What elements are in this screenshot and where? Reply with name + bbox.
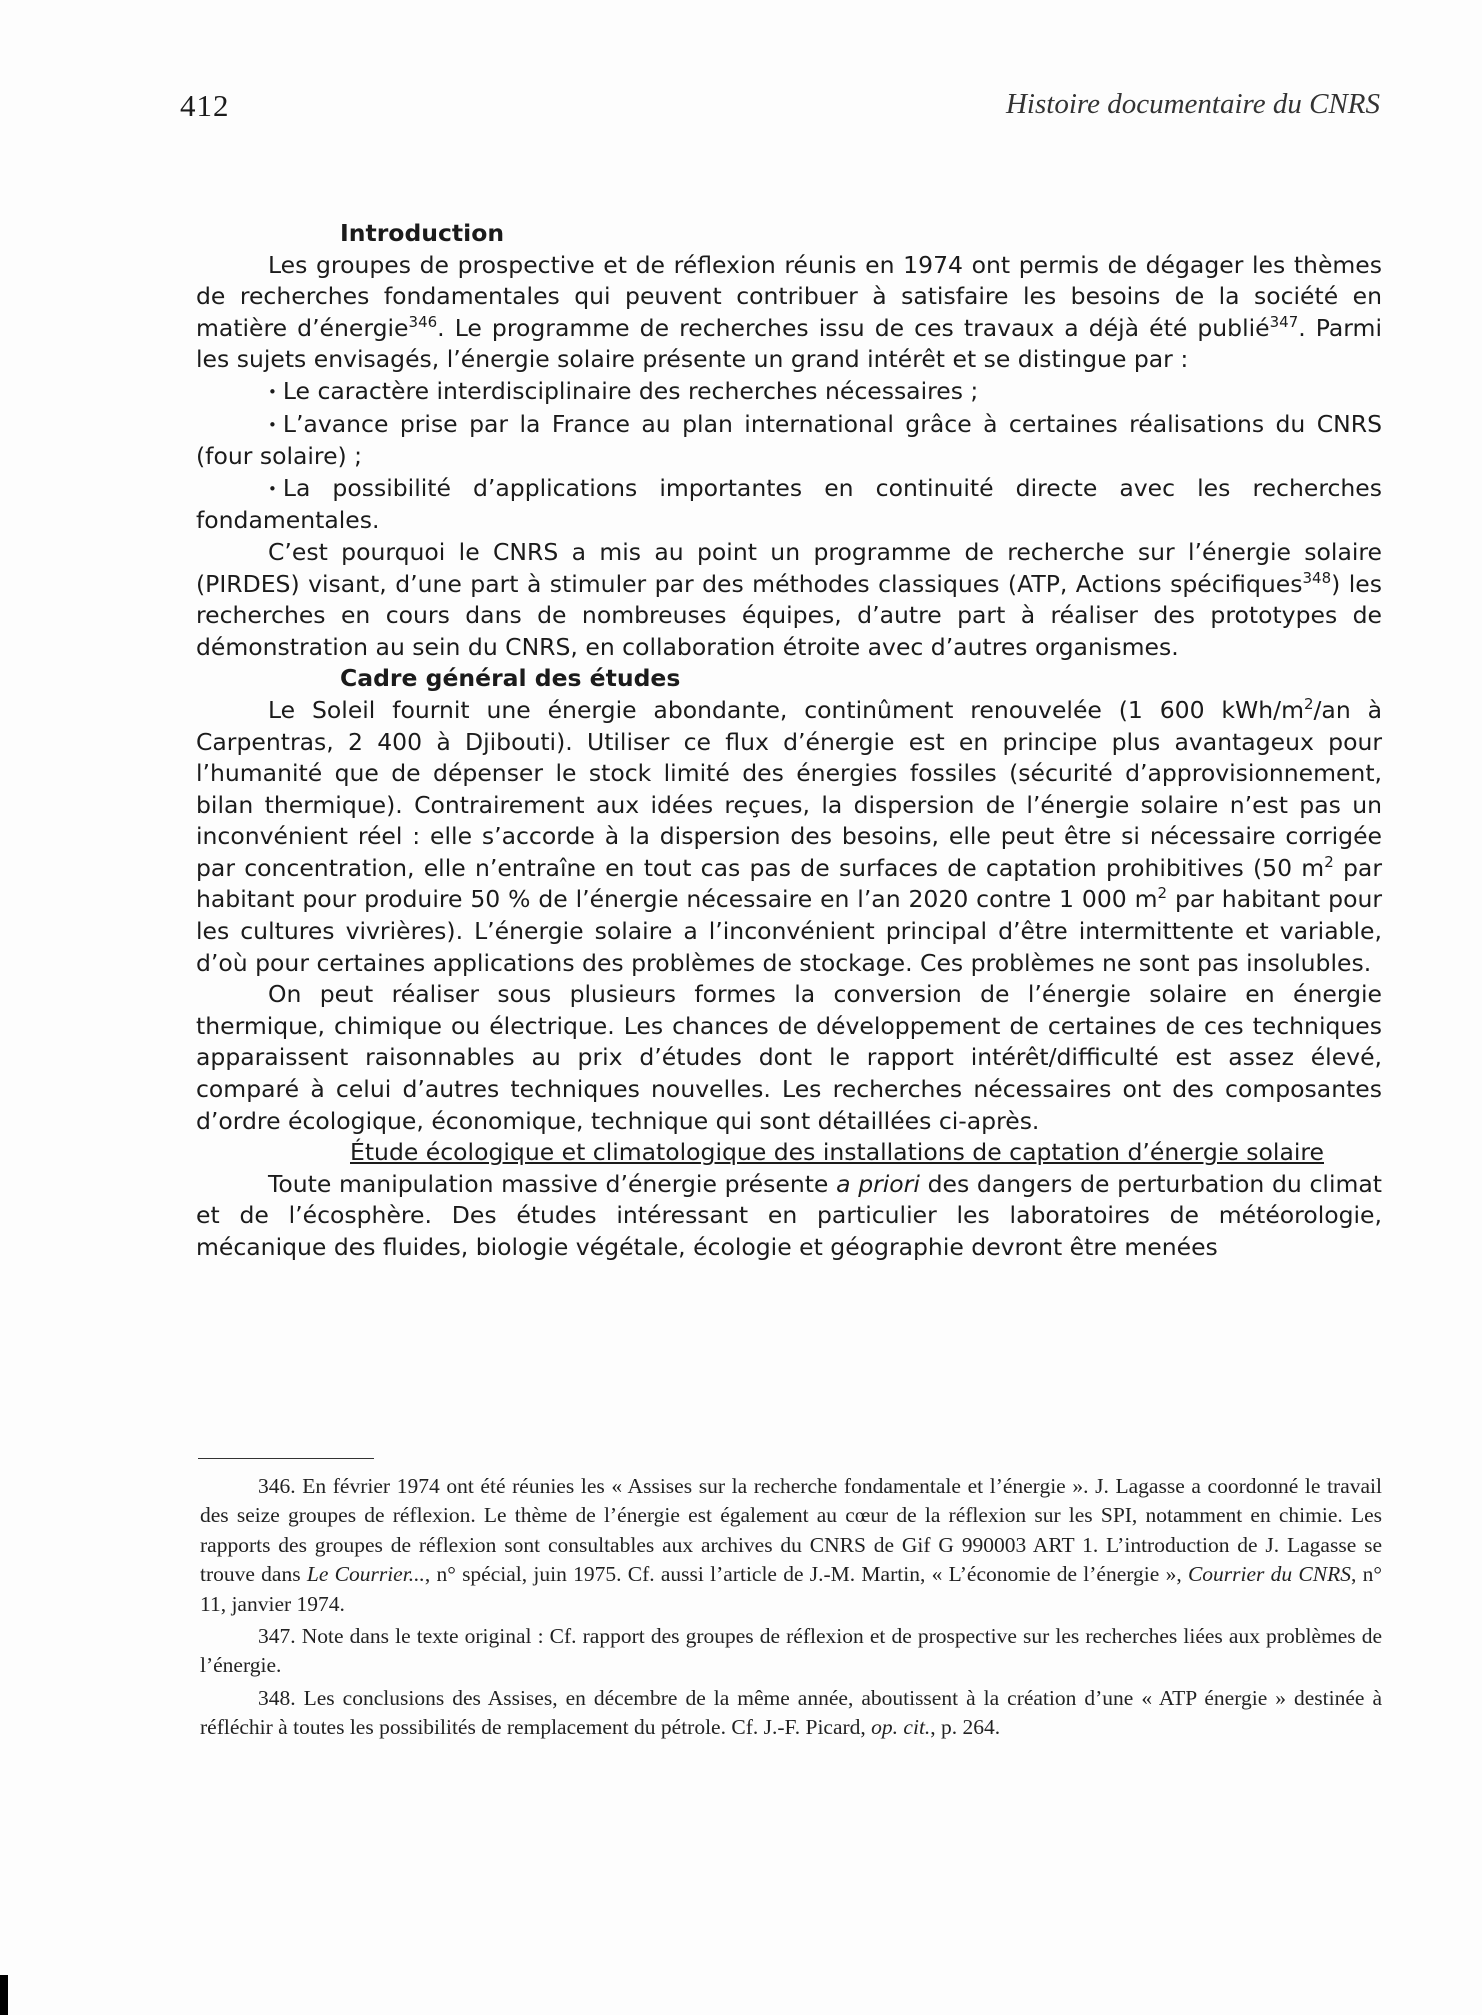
main-text [196,218,1382,1264]
bullet-icon: • [268,415,277,434]
cadre-paragraph-1: Le Soleil fournit une énergie abondante, continûment renouvelée (1 600 kWh/$m^2/an$ à Carpentras, 2 400 à Djibouti). Utiliser ce flux d’énergie est en principe plus avantageux pour l’humanité que de dépenser le stock limité des énergies fossiles (sécurité d’approvisionnement, bilan thermique). Contrairement aux idées reçues, la dispersion de l’énergie solaire n’est pas un inconvénient réel : elle s’accorde à la dispersion des besoins, elle peut être si nécessaire corrigée par concentration, elle n’entraîne en tout cas pas de surfaces de captation prohibitives (50 $m^2$ par habitant pour produire 50 % de l’énergie nécessaire en l’an 2020 contre 1 000 $m^2$ par habitant pour les cultures vivrières). L’énergie solaire a l’inconvénient principal d’être intermittente et variable, d’où pour certaines applications des problèmes de stockage. Ces problèmes ne sont pas insolubles. [196,695,1382,977]
bullet-icon: • [268,382,277,401]
footnote-ref-347: 347 [1269,312,1299,331]
footnote-346: 346. En février 1974 ont été réunies les « Assises sur la recherche fondamentale et l’énergie ». J. Lagasse a coordonné le travail des seize groupes de réflexion. Le thème de l’énergie est également au cœur de la réflexion sur les SPI, notamment en chimie. Les rapports des groupes de réflexion sont consultables aux archives du CNRS de Gif G 990003 ART 1. L’introduction de J. Lagasse se trouve dans Le Courrier..., n° spécial, juin 1975. Cf. aussi l’article de J.-M. Martin, « L’économie de l’énergie », Courrier du CNRS, n° 11, janvier 1974. [200,1474,1382,1616]
footnote-347: 347. Note dans le texte original : Cf. rapport des groupes de réflexion et de prospective sur les recherches liées aux problèmes de l’énergie. [200,1624,1382,1678]
page-number: 412 [180,88,230,123]
footnote-ref-346: 346 [408,312,438,331]
etude-paragraph-1: Toute manipulation massive d’énergie présente a priori des dangers de perturbation du climat et de l’écosphère. Des études intéressant en particulier les laboratoires de météorologie, mécanique des fluides, biologie végétale, écologie et géographie devront être menées [196,1169,1382,1261]
section-title-etude: Étude écologique et climatologique des installations de captation d’énergie solaire [350,1138,1324,1167]
scan-edge-mark [0,1975,8,2015]
intro-paragraph-1: Les groupes de prospective et de réflexion réunis en 1974 ont permis de dégager les thèmes de recherches fondamentales qui peuvent contribuer à satisfaire les besoins de la société en matière d’énergie$^{346}$. Le programme de recherches issu de ces travaux a déjà été publié$^{347}$. Parmi les sujets envisagés, l’énergie solaire présente un grand intérêt et se distingue par : [196,250,1382,374]
footnotes [200,1472,1382,1746]
section-title-introduction: Introduction [340,219,505,247]
footnote-348: 348. Les conclusions des Assises, en décembre de la même année, aboutissent à la création d’une « ATP énergie » destinée à réfléchir à toutes les possibilités de remplacement du pétrole. Cf. J.-F. Picard, op. cit., p. 264. [200,1685,1382,1740]
footnote-separator [198,1458,374,1459]
list-item: • Le caractère interdisciplinaire des recherches nécessaires ; [268,376,979,405]
cadre-paragraph-2: On peut réaliser sous plusieurs formes la conversion de l’énergie solaire en énergie thermique, chimique ou électrique. Les chances de développement de certaines de ces techniques apparaissent raisonnables au prix d’études dont le rapport intérêt/difficulté est assez élevé, comparé à celui d’autres techniques nouvelles. Les recherches nécessaires ont des composantes d’ordre écologique, économique, technique qui sont détaillées ci-après. [196,980,1382,1135]
running-title: Histoire documentaire du CNRS [1005,88,1380,120]
list-item: • La possibilité d’applications importantes en continuité directe avec les recherches fondamentales. [196,473,1382,535]
bullet-icon: • [268,479,277,498]
intro-paragraph-2: C’est pourquoi le CNRS a mis au point un programme de recherche sur l’énergie solaire (PIRDES) visant, d’une part à stimuler par des méthodes classiques (ATP, Actions spécifiques$^{348}$) les recherches en cours dans de nombreuses équipes, d’autre part à réaliser des prototypes de démonstration au sein du CNRS, en collaboration étroite avec d’autres organismes. [196,537,1382,661]
list-item: • L’avance prise par la France au plan international grâce à certaines réalisations du CNRS (four solaire) ; [196,409,1382,471]
section-title-cadre: Cadre général des études [340,664,681,693]
footnote-ref-348: 348 [1302,568,1332,587]
